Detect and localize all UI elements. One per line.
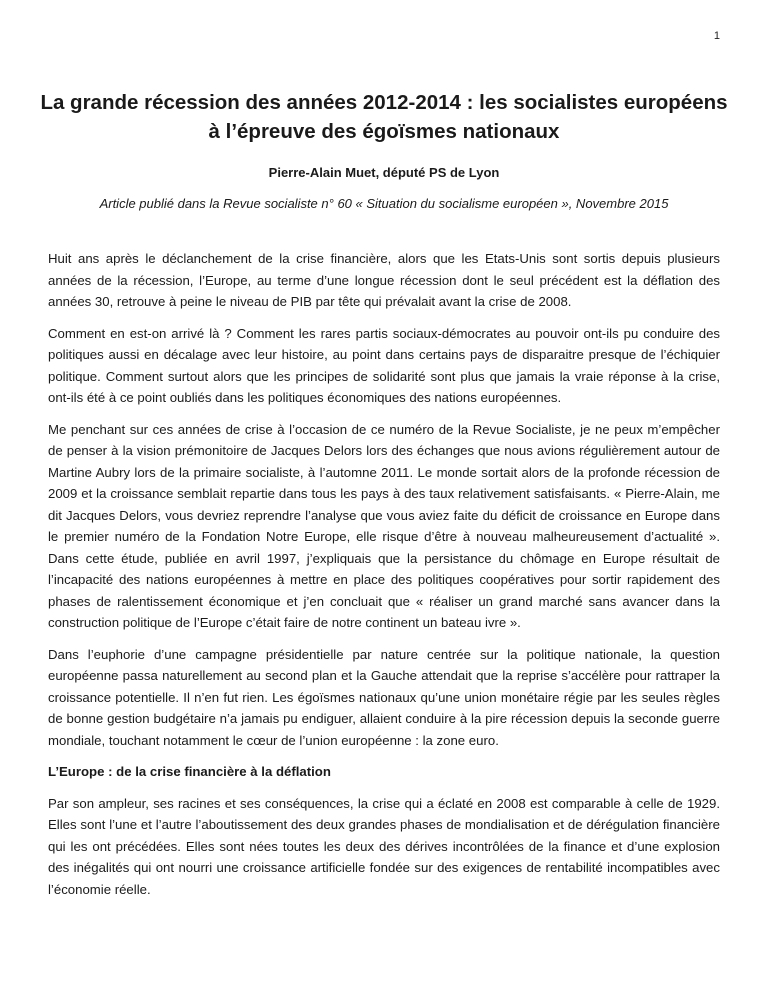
article-body xyxy=(48,248,720,910)
paragraph-4: Dans l’euphorie d’une campagne présidentielle par nature centrée sur la politique nationale, la question européenne passa naturellement au second plan et la Gauche attendait que la reprise s’accélère pour rattraper la croissance potentielle. Il n’en fut rien. Les égoïsmes nationaux qu’une union monétaire régie par les seules règles de bonne gestion budgétaire n’a jamais pu endiguer, allaient conduire à la pire récession depuis la seconde guerre mondiale, touchant notamment le cœur de l’union européenne : la zone euro. xyxy=(48,646,720,748)
page-number: 1 xyxy=(713,30,720,42)
paragraph-3: Me penchant sur ces années de crise à l’occasion de ce numéro de la Revue Socialiste, je ne peux m’empêcher de penser à la vision prémonitoire de Jacques Delors lors des échanges que nous avions régulièrement autour de Martine Aubry lors de la primaire socialiste, à l’automne 2011. Le monde sortait alors de la profonde récession de 2009 et la croissance semblait repartie dans tous les pays à des taux relativement satisfaisants. « Pierre-Alain, me dit Jacques Delors, vous devriez reprendre l’analyse que vous aviez faite du déficit de croissance en Europe dans le premier numéro de la Fondation Notre Europe, elle risque d’être à nouveau malheureusement d’actualité ». Dans cette étude, publiée en avril 1997, j’expliquais que la persistance du chômage en Europe résultait de l’incapacité des nations européennes à mettre en place des politiques coopératives pour sortir rapidement des phases de ralentissement économique et j’en concluait que « réaliser un grand marché sans avancer dans la construction politique de l’Europe c’était faire de notre continent un bateau ivre ». xyxy=(48,421,720,630)
section-heading: L’Europe : de la crise financière à la déflation xyxy=(48,764,331,779)
article-title: La grande récession des années 2012-2014 : les socialistes européens à l’épreuve des égoïsmes nationaux xyxy=(40,91,728,143)
section-paragraph: Par son ampleur, ses racines et ses conséquences, la crise qui a éclaté en 2008 est comparable à celle de 1929. Elles sont l’une et l’autre l’aboutissement des deux grandes phases de mondialisation et de dérégulation financière qui les ont précédées. Elles sont nées toutes les deux des dérives incontrôlées de la finance et d’une explosion des inégalités qui ont nourri une croissance artificielle fondée sur des exigences de rentabilité incompatibles avec l’économie réelle. xyxy=(48,795,720,897)
paragraph-2: Comment en est-on arrivé là ? Comment les rares partis sociaux-démocrates au pouvoir ont-ils pu conduire des politiques aussi en décalage avec leur histoire, au point dans certains pays de disparaitre presque de l’échiquier politique. Comment surtout alors que les principes de solidarité sont plus que jamais la vraie réponse à la crise, ont-ils été à ce point oubliés dans les politiques économiques des nations européennes. xyxy=(48,325,720,405)
publication-note: Article publié dans la Revue socialiste n° 60 « Situation du socialisme européen », Novembre 2015 xyxy=(99,196,669,211)
paragraph-1: Huit ans après le déclanchement de la crise financière, alors que les Etats-Unis sont sortis depuis plusieurs années de la récession, l’Europe, au terme d’une longue récession dont le seul précédent est la déflation des années 30, retrouve à peine le niveau de PIB par tête qui prévalait avant la crise de 2008. xyxy=(48,251,720,309)
author-line: Pierre-Alain Muet, député PS de Lyon xyxy=(268,165,500,180)
